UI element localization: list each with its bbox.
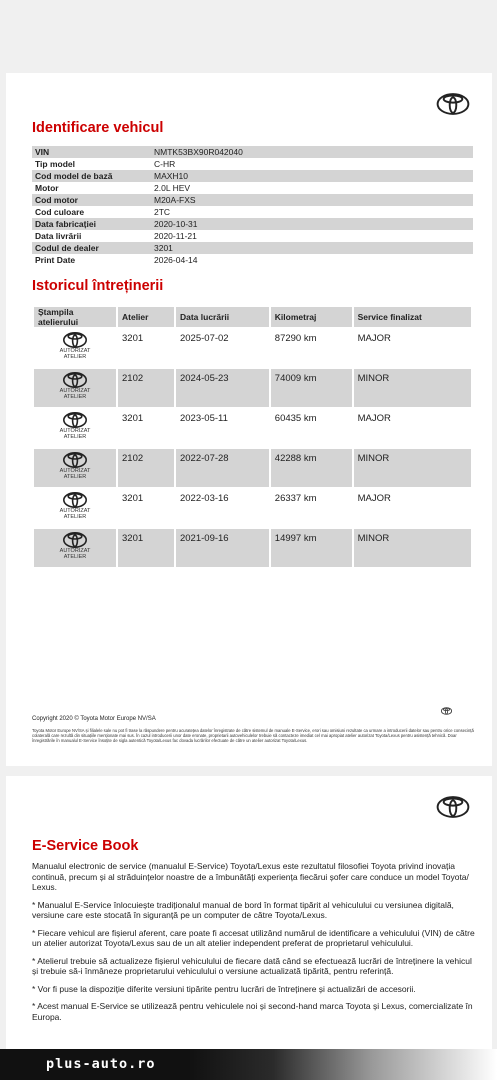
toyota-logo-icon — [436, 93, 470, 115]
stamp-text: AUTORIZAT — [59, 428, 91, 434]
report-page — [6, 73, 492, 766]
row-label: Cod culoare — [35, 207, 85, 217]
cell-date: 2021-09-16 — [176, 529, 269, 567]
row-value: MAXH10 — [151, 170, 473, 182]
stamp-text: ATELIER — [63, 554, 87, 560]
cell-atelier: 2102 — [118, 369, 174, 407]
stamp-text: ATELIER — [63, 474, 87, 480]
table-row — [32, 158, 473, 170]
row-label: VIN — [32, 146, 151, 158]
eservice-paragraph: * Vor fi puse la dispoziție diferite versiuni tipărite pentru lucrări de întreținere și actualizări de accesorii. — [32, 983, 416, 994]
maintenance-history-title: Istoricul întreținerii — [32, 278, 164, 294]
eservice-paragraph: * Acest manual E-Service se utilizează pentru vehiculele noi și second-hand marca Toyota și Lexus, comercializate în Europa. — [32, 1001, 473, 1022]
toyota-logo-icon — [63, 532, 87, 548]
stamp-text: ATELIER — [63, 434, 87, 440]
header-date: Data lucrării — [176, 307, 269, 327]
cell-mileage: 14997 km — [271, 529, 352, 567]
workshop-stamp — [34, 489, 116, 527]
workshop-stamp — [34, 449, 116, 487]
vehicle-id-title: Identificare vehicul — [32, 120, 164, 136]
stamp-text: ATELIER — [63, 394, 87, 400]
eservice-paragraph: * Fiecare vehicul are fișierul aferent, care poate fi accesat utilizând numărul de identificare a vehiculului (VIN) de către un atelier autorizat Toyota/Lexus sau de un alt atelier independent preferat de proprietarul vehiculului. — [32, 927, 475, 948]
row-value: 2020-10-31 — [151, 218, 473, 230]
header-service: Service finalizat — [354, 307, 471, 327]
header-stamp: Ștampila atelierului — [34, 307, 116, 327]
table-row — [32, 218, 473, 230]
maintenance-history-table — [32, 305, 473, 569]
cell-service: MINOR — [354, 529, 471, 567]
toyota-logo-icon — [63, 452, 87, 468]
cell-mileage: 87290 km — [274, 333, 317, 344]
eservice-paragraph: Manualul electronic de service (manualul E-Service) Toyota/Lexus este rezultatul filosofiei Toyota privind inovația continuă, precum și al străduințelor noastre de a îmbunătăți experiența fiecărui șofer care conduce un model Toyota/ Lexus. — [32, 861, 469, 892]
table-row — [32, 230, 473, 242]
copyright-text: Copyright 2020 © Toyota Motor Europe NV/SA — [32, 716, 156, 722]
brand-watermark: plus-auto.ro — [46, 1056, 156, 1072]
cell-service: MINOR — [354, 449, 471, 487]
stamp-text: ATELIER — [63, 354, 87, 360]
row-value: M20A-FXS — [151, 194, 473, 206]
workshop-stamp — [34, 529, 116, 567]
cell-service: MINOR — [354, 369, 471, 407]
row-label: Data fabricației — [32, 218, 151, 230]
row-value: 2026-04-14 — [154, 255, 198, 265]
table-header-row — [34, 307, 471, 327]
cell-service: MAJOR — [357, 333, 391, 344]
cell-atelier: 3201 — [122, 333, 144, 344]
eservice-body — [32, 861, 476, 1029]
row-value: 2020-11-21 — [154, 231, 197, 241]
toyota-logo-icon — [441, 707, 452, 715]
toyota-logo-icon — [63, 492, 87, 508]
table-row — [34, 449, 471, 487]
workshop-stamp — [34, 369, 116, 407]
toyota-logo-icon — [436, 796, 470, 818]
cell-service: MAJOR — [357, 493, 391, 504]
cell-mileage: 42288 km — [271, 449, 352, 487]
table-row — [32, 182, 473, 194]
stamp-text: ATELIER — [63, 514, 87, 520]
table-row — [32, 194, 473, 206]
row-label: Codul de dealer — [32, 242, 151, 254]
toyota-logo-icon — [63, 332, 87, 348]
eservice-title: E-Service Book — [32, 838, 139, 854]
cell-date: 2024-05-23 — [176, 369, 269, 407]
table-row — [34, 329, 471, 367]
stamp-text: AUTORIZAT — [59, 548, 91, 554]
header-mileage: Kilometraj — [271, 307, 352, 327]
row-label: Print Date — [35, 255, 76, 265]
eservice-paragraph: * Atelierul trebuie să actualizeze fișierul vehiculului de fiecare dată când se efectuează lucrări de întreținere la vehicul și trebuie să-i înmâneze proprietarului vehiculului o versiune actualizată tipărită, pentru referință. — [32, 955, 472, 976]
table-row — [34, 369, 471, 407]
cell-atelier: 3201 — [118, 529, 174, 567]
cell-date: 2025-07-02 — [179, 333, 229, 344]
stamp-text: AUTORIZAT — [59, 388, 91, 394]
row-label: Cod model de bază — [32, 170, 151, 182]
disclaimer-text: Toyota Motor Europe NV/SA și filialele sale nu pot fi trase la răspundere pentru acuratețea datelor înregistrate de către sistemul de manuale E-Service, erori sau omisiuni rezultate ca urmare a introducerii datelor sau pentru orice consecință colaterală care rezultă din situațiile menționate mai sus. În cazul introducerii unor date eronate, proprietarii autovehiculelor trebuie să contacteze imediat cel mai apropiat atelier autorizat Toyota/Lexus pentru asistență tehnică. Doar înregistrările în manualul E-Service însoțite de sigla autentică Toyota/Lexus fac dovada lucrărilor efectuate de către un atelier autorizat Toyota/Lexus. — [32, 728, 474, 743]
workshop-stamp — [34, 329, 116, 367]
cell-atelier: 3201 — [122, 493, 144, 504]
table-row — [32, 206, 473, 218]
cell-service: MAJOR — [357, 413, 391, 424]
workshop-stamp — [34, 409, 116, 447]
header-atelier: Atelier — [118, 307, 174, 327]
cell-date: 2022-07-28 — [176, 449, 269, 487]
toyota-logo-icon — [63, 412, 87, 428]
row-label: Motor — [35, 183, 59, 193]
row-value: C-HR — [154, 159, 176, 169]
eservice-page — [6, 776, 492, 1080]
table-row — [32, 170, 473, 182]
vehicle-id-table — [32, 146, 473, 266]
eservice-paragraph: * Manualul E-Service înlocuiește tradiționalul manual de bord în format tipărit al vehiculului cu versiunea digitală, versiune care este stocată în siguranță pe un computer de către Toyota/Lexus. — [32, 899, 454, 920]
cell-date: 2022-03-16 — [179, 493, 229, 504]
row-value: 2TC — [154, 207, 171, 217]
toyota-logo-icon — [63, 372, 87, 388]
cell-mileage: 74009 km — [271, 369, 352, 407]
stamp-text: AUTORIZAT — [59, 508, 91, 514]
stamp-text: AUTORIZAT — [59, 468, 91, 474]
row-label: Cod motor — [32, 194, 151, 206]
table-row — [34, 409, 471, 447]
table-row — [32, 242, 473, 254]
table-row — [32, 254, 473, 266]
row-label: Tip model — [35, 159, 75, 169]
cell-atelier: 3201 — [122, 413, 144, 424]
cell-mileage: 26337 km — [274, 493, 317, 504]
cell-mileage: 60435 km — [274, 413, 317, 424]
cell-date: 2023-05-11 — [179, 413, 228, 424]
row-value: 2.0L HEV — [154, 183, 191, 193]
cell-atelier: 2102 — [118, 449, 174, 487]
table-row — [34, 529, 471, 567]
table-row — [34, 489, 471, 527]
row-label: Data livrării — [35, 231, 82, 241]
table-row — [32, 146, 473, 158]
row-value: NMTK53BX90R042040 — [151, 146, 473, 158]
row-value: 3201 — [151, 242, 473, 254]
stamp-text: AUTORIZAT — [59, 348, 91, 354]
